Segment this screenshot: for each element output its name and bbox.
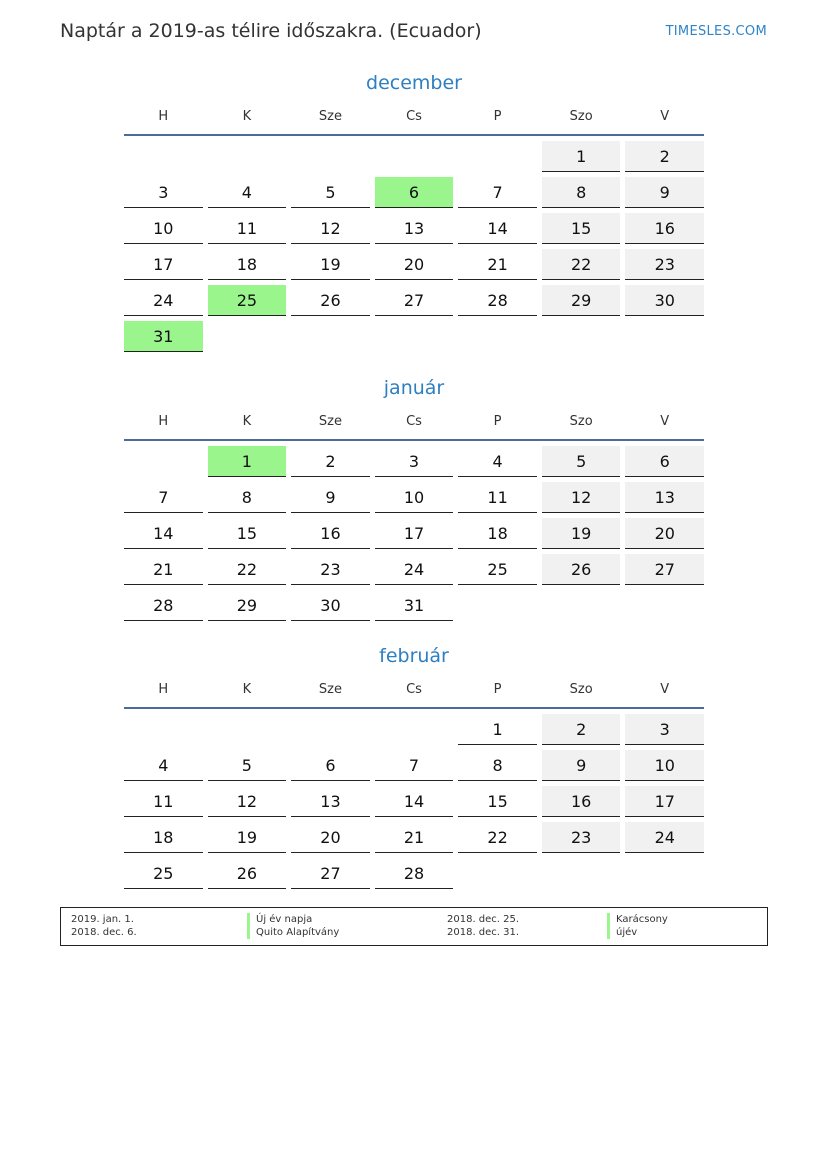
weekday-label: V [660,109,670,124]
day-cell[interactable]: 7 [375,750,454,781]
week-row [124,786,704,817]
empty-cell [124,141,203,171]
weekday-label: Szo [569,109,593,124]
weekday-label: H [158,414,169,429]
day-cell[interactable]: 16 [542,786,621,817]
weekday-label: Szo [569,414,593,429]
day-cell[interactable]: 11 [124,786,203,817]
weekday-label: P [493,414,502,429]
week-row [124,446,704,477]
empty-cell [375,714,454,744]
week-row [124,285,704,316]
week-row [124,141,704,172]
empty-cell [542,858,621,888]
week-row [124,554,704,585]
day-cell[interactable]: 17 [625,786,704,817]
day-cell[interactable]: 18 [124,822,203,853]
day-cell[interactable]: 25 [458,554,537,585]
day-cell[interactable]: 9 [625,177,704,208]
day-cell[interactable]: 26 [291,285,370,316]
day-cell[interactable]: 13 [291,786,370,817]
weekday-header [124,679,704,709]
day-cell[interactable]: 11 [458,482,537,513]
day-cell[interactable]: 14 [124,518,203,549]
page-title: Naptár a 2019-as télire időszakra. (Ecuador) [60,20,482,42]
day-cell[interactable]: 16 [291,518,370,549]
day-cell[interactable]: 18 [208,249,287,280]
legend-holiday-name: újév [607,926,637,939]
day-cell[interactable]: 7 [124,482,203,513]
empty-cell [625,858,704,888]
week-row [124,714,704,745]
week-row [124,822,704,853]
holiday-day-cell[interactable]: 25 [208,285,287,316]
empty-cell [625,590,704,620]
holiday-day-cell[interactable]: 6 [375,177,454,208]
day-cell[interactable]: 19 [291,249,370,280]
day-cell[interactable]: 28 [124,590,203,621]
day-cell[interactable]: 26 [542,554,621,585]
month-december [124,70,704,357]
day-cell[interactable]: 3 [625,714,704,745]
day-cell[interactable]: 30 [291,590,370,621]
day-cell[interactable]: 24 [124,285,203,316]
weekday-label: P [493,682,502,697]
day-cell[interactable]: 5 [208,750,287,781]
day-cell[interactable]: 12 [208,786,287,817]
empty-cell [458,858,537,888]
day-cell[interactable]: 15 [458,786,537,817]
month-january [124,375,704,626]
week-row [124,518,704,549]
weekday-label: Cs [406,414,422,429]
week-row [124,249,704,280]
day-cell[interactable]: 24 [375,554,454,585]
day-cell[interactable]: 1 [542,141,621,172]
empty-cell [208,321,287,351]
day-cell[interactable]: 10 [375,482,454,513]
week-row [124,482,704,513]
weekday-label: V [660,682,670,697]
empty-cell [124,714,203,744]
weekday-label: K [242,109,252,124]
day-cell[interactable]: 22 [458,822,537,853]
holiday-legend [60,907,768,946]
day-cell[interactable]: 12 [542,482,621,513]
day-cell[interactable]: 4 [124,750,203,781]
day-cell[interactable]: 12 [291,213,370,244]
empty-cell [291,321,370,351]
day-cell[interactable]: 27 [291,858,370,889]
week-row [124,750,704,781]
empty-cell [458,590,537,620]
weekday-label: P [493,109,502,124]
day-cell[interactable]: 2 [291,446,370,477]
empty-cell [375,141,454,171]
empty-cell [208,141,287,171]
day-cell[interactable]: 22 [542,249,621,280]
week-row [124,213,704,244]
day-cell[interactable]: 20 [291,822,370,853]
day-cell[interactable]: 3 [375,446,454,477]
day-cell[interactable]: 23 [291,554,370,585]
day-cell[interactable]: 24 [625,822,704,853]
legend-date: 2018. dec. 31. [447,927,520,938]
week-row [124,321,704,352]
weekday-header [124,106,704,136]
empty-cell [124,446,203,476]
day-cell[interactable]: 8 [458,750,537,781]
empty-cell [542,590,621,620]
day-cell[interactable]: 13 [625,482,704,513]
weekday-header [124,411,704,441]
holiday-day-cell[interactable]: 1 [208,446,287,477]
day-cell[interactable]: 13 [375,213,454,244]
month-title: február [379,645,449,667]
weekday-label: H [158,682,169,697]
empty-cell [291,141,370,171]
day-cell[interactable]: 5 [542,446,621,477]
day-cell[interactable]: 28 [375,858,454,889]
empty-cell [291,714,370,744]
day-cell[interactable]: 11 [208,213,287,244]
week-row [124,590,704,621]
day-cell[interactable]: 15 [542,213,621,244]
empty-cell [458,141,537,171]
day-cell[interactable]: 21 [375,822,454,853]
day-cell[interactable]: 21 [458,249,537,280]
day-cell[interactable]: 2 [542,714,621,745]
legend-date: 2019. jan. 1. [71,914,134,925]
legend-holiday-name: Új év napja [247,913,312,926]
day-cell[interactable]: 23 [542,822,621,853]
day-cell[interactable]: 15 [208,518,287,549]
day-cell[interactable]: 27 [375,285,454,316]
legend-date: 2018. dec. 6. [71,927,137,938]
holiday-day-cell[interactable]: 31 [124,321,203,352]
day-cell[interactable]: 1 [458,714,537,745]
day-cell[interactable]: 20 [375,249,454,280]
legend-holiday-name: Karácsony [607,913,668,926]
day-cell[interactable]: 8 [542,177,621,208]
day-cell[interactable]: 18 [458,518,537,549]
day-cell[interactable]: 20 [625,518,704,549]
weekday-label: K [242,682,252,697]
day-cell[interactable]: 17 [124,249,203,280]
day-cell[interactable]: 19 [542,518,621,549]
month-title: december [366,72,462,94]
week-row [124,858,704,889]
day-cell[interactable]: 27 [625,554,704,585]
day-cell[interactable]: 10 [124,213,203,244]
weekday-label: Cs [406,682,422,697]
day-cell[interactable]: 22 [208,554,287,585]
empty-cell [458,321,537,351]
empty-cell [625,321,704,351]
weekday-label: Sze [318,109,342,124]
day-cell[interactable]: 8 [208,482,287,513]
brand-link[interactable]: TIMESLES.COM [665,24,767,39]
week-row [124,177,704,208]
day-cell[interactable]: 5 [291,177,370,208]
day-cell[interactable]: 9 [291,482,370,513]
empty-cell [542,321,621,351]
day-cell[interactable]: 19 [208,822,287,853]
empty-cell [375,321,454,351]
weekday-label: Sze [318,414,342,429]
weekday-label: V [660,414,670,429]
empty-cell [208,714,287,744]
day-cell[interactable]: 7 [458,177,537,208]
day-cell[interactable]: 10 [625,750,704,781]
weekday-label: Cs [406,109,422,124]
day-cell[interactable]: 31 [375,590,454,621]
month-february [124,643,704,894]
day-cell[interactable]: 28 [458,285,537,316]
day-cell[interactable]: 3 [124,177,203,208]
day-cell[interactable]: 4 [458,446,537,477]
day-cell[interactable]: 30 [625,285,704,316]
day-cell[interactable]: 26 [208,858,287,889]
day-cell[interactable]: 17 [375,518,454,549]
day-cell[interactable]: 23 [625,249,704,280]
day-cell[interactable]: 14 [458,213,537,244]
day-cell[interactable]: 4 [208,177,287,208]
legend-date: 2018. dec. 25. [447,914,520,925]
day-cell[interactable]: 6 [625,446,704,477]
day-cell[interactable]: 29 [208,590,287,621]
day-cell[interactable]: 14 [375,786,454,817]
day-cell[interactable]: 2 [625,141,704,172]
legend-holiday-name: Quito Alapítvány [247,926,339,939]
weekday-label: K [242,414,252,429]
month-title: január [383,377,445,399]
day-cell[interactable]: 9 [542,750,621,781]
day-cell[interactable]: 6 [291,750,370,781]
day-cell[interactable]: 29 [542,285,621,316]
weekday-label: H [158,109,169,124]
day-cell[interactable]: 25 [124,858,203,889]
weekday-label: Sze [318,682,342,697]
weekday-label: Szo [569,682,593,697]
day-cell[interactable]: 16 [625,213,704,244]
day-cell[interactable]: 21 [124,554,203,585]
